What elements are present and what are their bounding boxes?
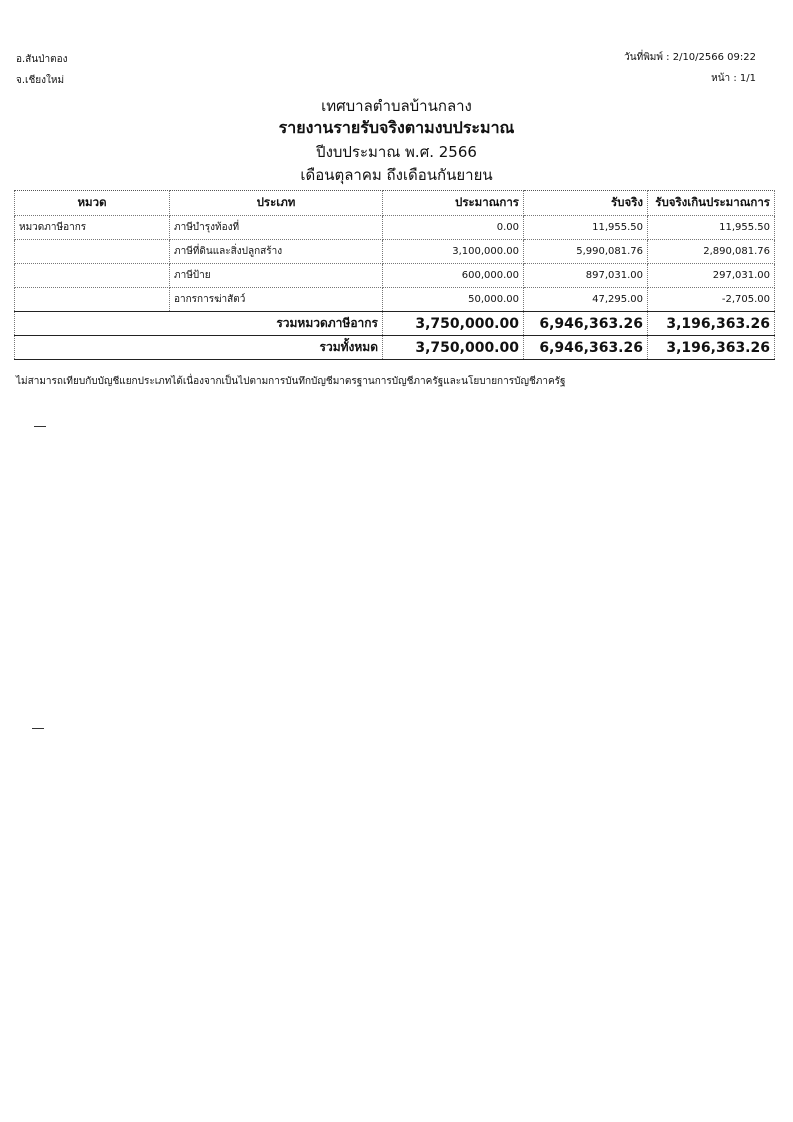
- row-estimate: 0.00: [383, 216, 524, 240]
- subtotal-label: รวมหมวดภาษีอากร: [15, 312, 383, 336]
- row-actual: 5,990,081.76: [524, 240, 648, 264]
- row-group: [15, 240, 170, 264]
- report-period: เดือนตุลาคม ถึงเดือนกันยายน: [300, 166, 493, 184]
- total-estimate: 3,750,000.00: [383, 336, 524, 360]
- district-label: อ.สันป่าตอง: [16, 54, 68, 65]
- row-over: 297,031.00: [648, 264, 775, 288]
- subtotal-row: [15, 312, 775, 336]
- row-actual: 47,295.00: [524, 288, 648, 312]
- table-row: [15, 288, 775, 312]
- col-header-estimate: ประมาณการ: [383, 191, 524, 216]
- col-header-type: ประเภท: [170, 191, 383, 216]
- col-header-over: รับจริงเกินประมาณการ: [648, 191, 775, 216]
- row-type: ภาษีป้าย: [170, 264, 383, 288]
- row-type: อากรการฆ่าสัตว์: [170, 288, 383, 312]
- total-over: 3,196,363.26: [648, 336, 775, 360]
- table-row: [15, 216, 775, 240]
- scan-mark: [34, 426, 46, 427]
- row-type: ภาษีบำรุงท้องที่: [170, 216, 383, 240]
- row-estimate: 50,000.00: [383, 288, 524, 312]
- row-over: -2,705.00: [648, 288, 775, 312]
- row-type: ภาษีที่ดินและสิ่งปลูกสร้าง: [170, 240, 383, 264]
- col-header-actual: รับจริง: [524, 191, 648, 216]
- province-label: จ.เชียงใหม่: [16, 75, 65, 86]
- revenue-table: [14, 190, 775, 360]
- table-row: [15, 264, 775, 288]
- subtotal-estimate: 3,750,000.00: [383, 312, 524, 336]
- row-group: หมวดภาษีอากร: [15, 216, 170, 240]
- row-over: 11,955.50: [648, 216, 775, 240]
- row-estimate: 3,100,000.00: [383, 240, 524, 264]
- table-row: [15, 240, 775, 264]
- col-header-group: หมวด: [15, 191, 170, 216]
- fiscal-year: ปีงบประมาณ พ.ศ. 2566: [316, 143, 477, 161]
- total-actual: 6,946,363.26: [524, 336, 648, 360]
- print-date: วันที่พิมพ์ : 2/10/2566 09:22: [624, 52, 756, 63]
- total-row: [15, 336, 775, 360]
- subtotal-over: 3,196,363.26: [648, 312, 775, 336]
- row-actual: 11,955.50: [524, 216, 648, 240]
- footnote: ไม่สามารถเทียบกับบัญชีแยกประเภทได้เนื่องจากเป็นไปตามการบันทึกบัญชีมาตรฐานการบัญชีภาครัฐและนโยบายการบัญชีภาครัฐ: [16, 376, 566, 387]
- table-header-row: [15, 191, 775, 216]
- subtotal-actual: 6,946,363.26: [524, 312, 648, 336]
- page-number: หน้า : 1/1: [711, 73, 756, 84]
- row-group: [15, 288, 170, 312]
- row-over: 2,890,081.76: [648, 240, 775, 264]
- row-estimate: 600,000.00: [383, 264, 524, 288]
- row-group: [15, 264, 170, 288]
- report-title: รายงานรายรับจริงตามงบประมาณ: [278, 118, 515, 137]
- scan-mark: [32, 728, 44, 729]
- row-actual: 897,031.00: [524, 264, 648, 288]
- total-label: รวมทั้งหมด: [15, 336, 383, 360]
- org-name: เทศบาลตำบลบ้านกลาง: [321, 97, 472, 115]
